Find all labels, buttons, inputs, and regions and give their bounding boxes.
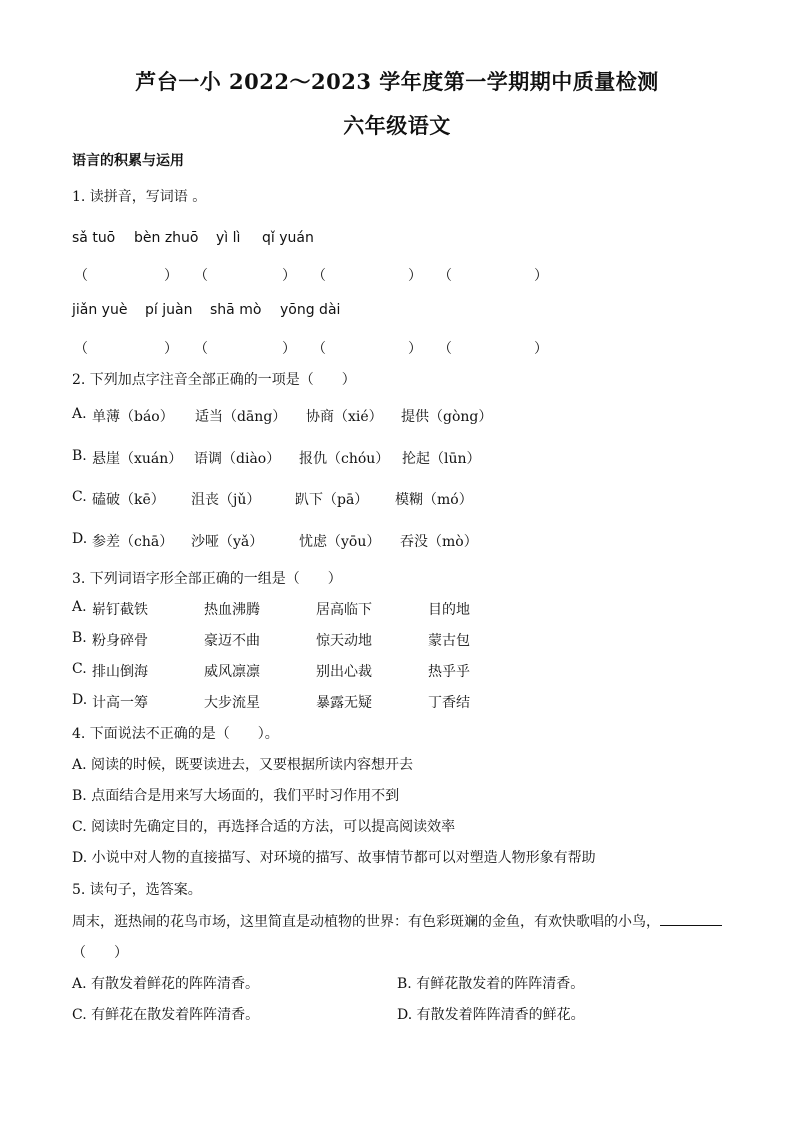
option-item: 趴下（pā）	[295, 492, 369, 508]
option-label: B.	[72, 448, 87, 464]
option-item: 沙哑（yǎ）	[191, 534, 264, 550]
answer-paren-open: （	[194, 268, 208, 284]
option-item: 悬崖（xuán）	[92, 451, 183, 467]
question-4-stem: 4. 下面说法不正确的是（ ）。	[72, 726, 279, 742]
answer-paren-close: ）	[534, 341, 548, 357]
answer-blank	[660, 911, 722, 926]
option-item: 威风凛凛	[204, 664, 260, 680]
question-3-stem: 3. 下列词语字形全部正确的一组是（ ）	[72, 571, 342, 587]
answer-paren-close: ）	[408, 268, 422, 284]
pinyin-5: jiǎn yuè	[72, 302, 128, 318]
answer-paren-open: （	[74, 268, 88, 284]
question-2-stem: 2. 下列加点字注音全部正确的一项是（ ）	[72, 372, 356, 388]
sentence-text: 周末，逛热闹的花鸟市场，这里简直是动植物的世界：有色彩斑斓的金鱼，有欢快歌唱的小鸟，	[72, 914, 660, 930]
option-item: 别出心裁	[316, 664, 372, 680]
pinyin-8: yōng dài	[280, 302, 341, 318]
option-item: 大步流星	[204, 695, 260, 711]
option-item: 沮丧（jǔ）	[191, 492, 261, 508]
option-item: 蒙古包	[428, 633, 470, 649]
page-title: 芦台一小 2022～2023 学年度第一学期期中质量检测	[135, 69, 659, 94]
option-item: 暴露无疑	[316, 695, 372, 711]
option-item: 语调（diào）	[194, 451, 281, 467]
section-heading: 语言的积累与运用	[72, 153, 184, 169]
option-item: 热血沸腾	[204, 602, 260, 618]
option-a: A. 阅读的时候，既要读进去，又要根据所读内容想开去	[72, 757, 414, 773]
option-item: 粉身碎骨	[92, 633, 148, 649]
pinyin-7: shā mò	[210, 302, 262, 318]
option-item: 忧虑（yōu）	[299, 534, 381, 550]
option-item: 抡起（lūn）	[402, 451, 481, 467]
option-label: A.	[72, 406, 87, 422]
option-item: 协商（xié）	[306, 409, 383, 425]
answer-paren-close: ）	[534, 268, 548, 284]
option-item: 适当（dāng）	[195, 409, 287, 425]
answer-paren-close: ）	[408, 341, 422, 357]
option-item: 居高临下	[316, 602, 372, 618]
option-label: C.	[72, 661, 87, 677]
answer-paren-open: （	[312, 341, 326, 357]
pinyin-1: sǎ tuō	[72, 230, 116, 246]
pinyin-3: yì lì	[216, 230, 241, 246]
question-5-sentence	[72, 911, 722, 931]
option-item: 目的地	[428, 602, 470, 618]
page-subtitle: 六年级语文	[343, 113, 451, 138]
option-d: D. 有散发着阵阵清香的鲜花。	[397, 1007, 585, 1023]
question-5-paren: （ ）	[72, 945, 128, 961]
option-item: 丁香结	[428, 695, 470, 711]
option-item: 排山倒海	[92, 664, 148, 680]
option-b: B. 点面结合是用来写大场面的，我们平时习作用不到	[72, 788, 400, 804]
option-item: 崭钉截铁	[92, 602, 148, 618]
option-item: 热乎乎	[428, 664, 470, 680]
option-item: 提供（gòng）	[401, 409, 493, 425]
option-item: 单薄（báo）	[92, 409, 174, 425]
option-item: 吞没（mò）	[400, 534, 478, 550]
option-label: D.	[72, 692, 88, 708]
option-label: A.	[72, 599, 87, 615]
option-label: D.	[72, 531, 88, 547]
answer-paren-close: ）	[164, 341, 178, 357]
option-label: B.	[72, 630, 87, 646]
option-item: 参差（chā）	[92, 534, 174, 550]
option-item: 报仇（chóu）	[299, 451, 390, 467]
answer-paren-open: （	[194, 341, 208, 357]
pinyin-2: bèn zhuō	[134, 230, 199, 246]
answer-paren-close: ）	[282, 341, 296, 357]
answer-paren-open: （	[74, 341, 88, 357]
option-a: A. 有散发着鲜花的阵阵清香。	[72, 976, 260, 992]
option-item: 惊天动地	[316, 633, 372, 649]
option-d: D. 小说中对人物的直接描写、对环境的描写、故事情节都可以对塑造人物形象有帮助	[72, 850, 596, 866]
answer-paren-open: （	[312, 268, 326, 284]
question-1-stem: 1. 读拼音，写词语 。	[72, 189, 207, 205]
pinyin-6: pí juàn	[145, 302, 193, 318]
option-item: 豪迈不曲	[204, 633, 260, 649]
pinyin-4: qǐ yuán	[262, 230, 314, 246]
answer-paren-open: （	[438, 268, 452, 284]
answer-paren-close: ）	[282, 268, 296, 284]
answer-paren-open: （	[438, 341, 452, 357]
option-label: C.	[72, 489, 87, 505]
option-c: C. 有鲜花在散发着阵阵清香。	[72, 1007, 260, 1023]
option-item: 模糊（mó）	[395, 492, 473, 508]
question-5-stem: 5. 读句子，选答案。	[72, 882, 202, 898]
option-b: B. 有鲜花散发着的阵阵清香。	[397, 976, 585, 992]
option-c: C. 阅读时先确定目的，再选择合适的方法，可以提高阅读效率	[72, 819, 456, 835]
option-item: 磕破（kē）	[92, 492, 165, 508]
option-item: 计高一筹	[92, 695, 148, 711]
answer-paren-close: ）	[164, 268, 178, 284]
